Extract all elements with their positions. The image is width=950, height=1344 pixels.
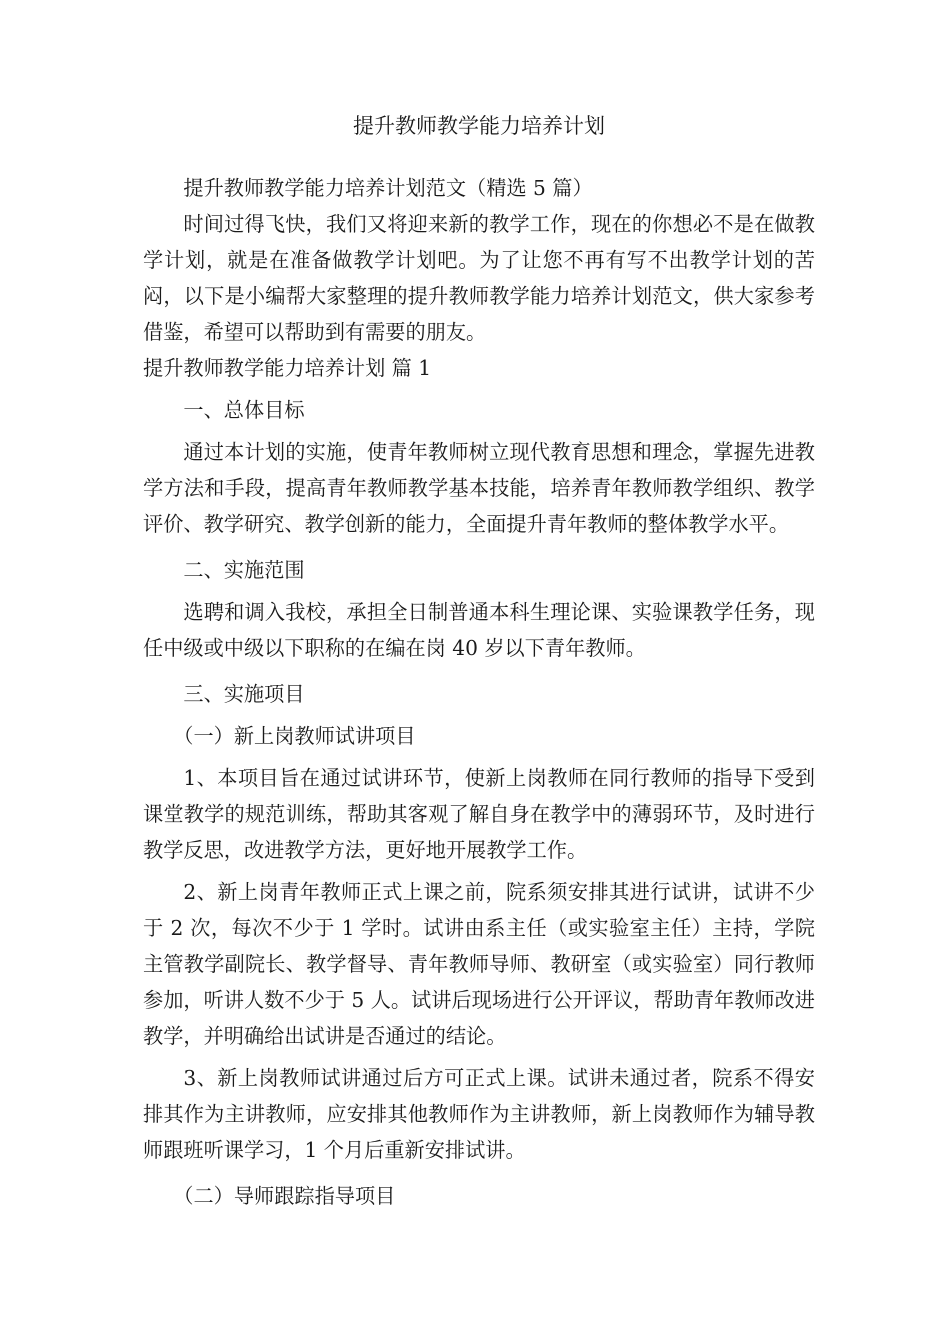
document-page: [143, 108, 815, 1214]
intro-paragraph: 时间过得飞快，我们又将迎来新的教学工作，现在的你想必不是在做教学计划，就是在准备做教学计划吧。为了让您不再有写不出教学计划的苦闷，以下是小编帮大家整理的提升教师教学能力培养计划范文，供大家参考借鉴，希望可以帮助到有需要的朋友。: [143, 212, 815, 344]
item-paragraph-2: 2、新上岗青年教师正式上课之前，院系须安排其进行试讲，试讲不少于 2 次，每次不少于 1 学时。试讲由系主任（或实验室主任）主持，学院主管教学副院长、教学督导、青年教师导师、教研室（或实验室）同行教师参加，听讲人数不少于 5 人。试讲后现场进行公开评议，帮助青年教师改进教学，并明确给出试讲是否通过的结论。: [143, 880, 815, 1048]
section-heading-scope: 二、实施范围: [183, 558, 305, 582]
section-heading-goals: 一、总体目标: [183, 398, 305, 422]
item-heading-mentor: （二）导师跟踪指导项目: [173, 1184, 396, 1208]
item-paragraph-1: 1、本项目旨在通过试讲环节，使新上岗教师在同行教师的指导下受到课堂教学的规范训练，帮助其客观了解自身在教学中的薄弱环节，及时进行教学反思，改进教学方法，更好地开展教学工作。: [143, 766, 815, 862]
document-subtitle: 提升教师教学能力培养计划范文（精选 5 篇）: [183, 176, 593, 200]
document-title: 提升教师教学能力培养计划: [353, 114, 605, 138]
article-heading: 提升教师教学能力培养计划 篇 1: [143, 356, 432, 380]
section-body-scope: 选聘和调入我校，承担全日制普通本科生理论课、实验课教学任务，现任中级或中级以下职称的在编在岗 40 岁以下青年教师。: [143, 600, 815, 660]
section-body-goals: 通过本计划的实施，使青年教师树立现代教育思想和理念，掌握先进教学方法和手段，提高青年教师教学基本技能，培养青年教师教学组织、教学评价、教学研究、教学创新的能力，全面提升青年教师的整体教学水平。: [143, 440, 815, 536]
section-heading-projects: 三、实施项目: [183, 682, 305, 706]
item-paragraph-3: 3、新上岗教师试讲通过后方可正式上课。试讲未通过者，院系不得安排其作为主讲教师，应安排其他教师作为主讲教师，新上岗教师作为辅导教师跟班听课学习，1 个月后重新安排试讲。: [143, 1066, 815, 1162]
item-heading-trial-lecture: （一）新上岗教师试讲项目: [173, 724, 416, 748]
